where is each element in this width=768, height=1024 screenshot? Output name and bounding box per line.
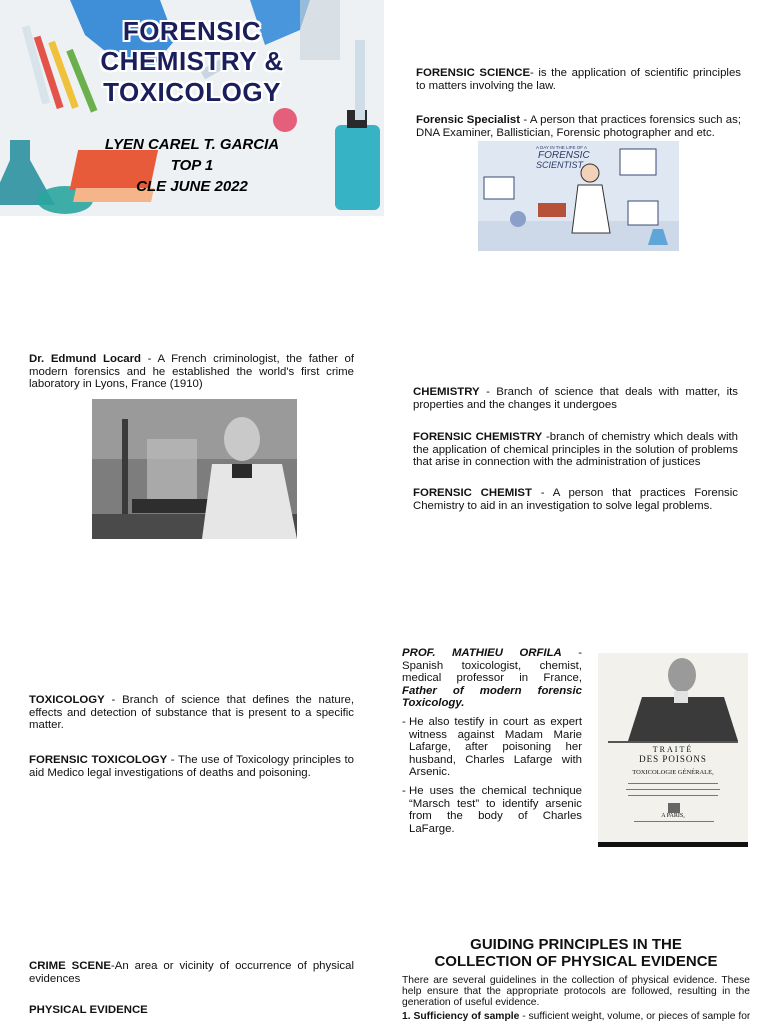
physical-evidence-heading: PHYSICAL EVIDENCE <box>29 1004 148 1016</box>
orfila-bullet-2 <box>402 785 582 835</box>
guiding-item-1-text: - sufficient weight, volume, or pieces of sample for <box>519 1011 750 1022</box>
cover-rank: TOP 1 <box>170 157 214 174</box>
cover-image <box>0 0 384 216</box>
forensic-toxicology-term: FORENSIC TOXICOLOGY <box>29 754 168 766</box>
illustration-caption-forensic: FORENSIC <box>538 150 590 161</box>
book-title-line1: TRAITÉ <box>652 745 694 754</box>
guiding-item-1 <box>402 1011 750 1022</box>
chemistry-definition <box>413 386 738 411</box>
toxicology-term: TOXICOLOGY <box>29 694 105 706</box>
toxicology-definition <box>29 694 354 732</box>
forensic-specialist-definition <box>416 114 741 139</box>
orfila-bullet-2-text: He uses the chemical technique “Marsch test” to identify arsenic from the body of Charles LaFarge. <box>409 785 582 835</box>
book-title-line2: DES POISONS <box>639 754 707 764</box>
locard-definition <box>29 353 354 391</box>
book-publisher: A PARIS, <box>661 813 685 819</box>
guiding-heading-line1: GUIDING PRINCIPLES IN THE <box>470 936 682 953</box>
chemistry-term: CHEMISTRY <box>413 386 480 398</box>
forensic-scientist-illustration <box>478 141 679 251</box>
book-title-line3: TOXICOLOGIE GÉNÉRALE, <box>632 769 714 776</box>
orfila-name: PROF. MATHIEU ORFILA <box>402 647 562 659</box>
guiding-intro: There are several guidelines in the collection of physical evidence. These help ensure that the appropriate protocols are followed, resulting in the generation of useful evidence. <box>402 975 750 1008</box>
locard-term: Dr. Edmund Locard <box>29 353 142 365</box>
crime-scene-term: CRIME SCENE <box>29 960 111 972</box>
crime-scene-definition <box>29 960 354 985</box>
guiding-heading-line2: COLLECTION OF PHYSICAL EVIDENCE <box>434 953 718 970</box>
guiding-item-1-number: 1. <box>402 1011 411 1022</box>
forensic-toxicology-definition <box>29 754 354 779</box>
forensic-science-text: - is the application of scientific principles to matters involving the law. <box>416 67 741 92</box>
orfila-book-image <box>598 653 748 847</box>
illustration-caption-scientist: SCIENTIST <box>536 160 584 170</box>
forensic-chemistry-term: FORENSIC CHEMISTRY <box>413 431 543 443</box>
bullet-dash: - <box>402 716 406 728</box>
orfila-intro <box>402 647 582 710</box>
forensic-specialist-term: Forensic Specialist <box>416 114 520 126</box>
forensic-chemist-text: - A person that practices Forensic Chemistry to aid in an investigation to solve legal problems. <box>413 487 738 512</box>
illustration-caption-small: A DAY IN THE LIFE OF A <box>536 145 588 150</box>
orfila-bullet-1-text: He also testify in court as expert witness against Madam Marie Lafarge, after poisoning her husband, Charles Lafarge with Arsenic. <box>409 716 582 779</box>
forensic-toxicology-text: - The use of Toxicology principles to aid Medico legal investigations of deaths and poisoning. <box>29 754 354 779</box>
cover-title-line2: CHEMISTRY & <box>100 46 284 76</box>
forensic-science-definition <box>416 67 741 92</box>
locard-lab-photo <box>92 399 297 539</box>
forensic-science-term: FORENSIC SCIENCE <box>416 67 531 79</box>
forensic-chemist-definition <box>413 487 738 512</box>
orfila-intro-text: - Spanish toxicologist, chemist, medical professor in France, <box>402 647 582 685</box>
bullet-dash: - <box>402 785 406 797</box>
chemistry-text: - Branch of science that deals with matter, its properties and the changes it undergoes <box>413 386 738 411</box>
guiding-item-1-term: Sufficiency of sample <box>413 1011 520 1022</box>
forensic-chemistry-text: -branch of chemistry which deals with the application of chemical principles in the solution of problems that arise in connection with the administration of justices <box>413 431 738 469</box>
forensic-chemistry-definition <box>413 431 738 469</box>
toxicology-text: - Branch of science that defines the nature, effects and detection of substance that is present to a specific matter. <box>29 694 354 732</box>
forensic-chemist-term: FORENSIC CHEMIST <box>413 487 532 499</box>
orfila-title: Father of modern forensic Toxicology. <box>402 684 582 710</box>
orfila-bullet-1 <box>402 716 582 779</box>
cover-author: LYEN CAREL T. GARCIA <box>104 136 280 153</box>
crime-scene-text: -An area or vicinity of occurrence of physical evidences <box>29 960 354 985</box>
locard-photo <box>92 399 297 539</box>
locard-text: - A French criminologist, the father of modern forensics and he established the world's first crime laboratory in Lyons, France (1910) <box>29 353 354 391</box>
cover-title-line1: FORENSIC <box>122 16 262 46</box>
forensic-specialist-text: - A person that practices forensics such as; DNA Examiner, Ballistician, Forensic photographer and etc. <box>416 114 741 139</box>
cover-title-line3: TOXICOLOGY <box>103 77 281 107</box>
cover-exam: CLE JUNE 2022 <box>136 178 248 195</box>
